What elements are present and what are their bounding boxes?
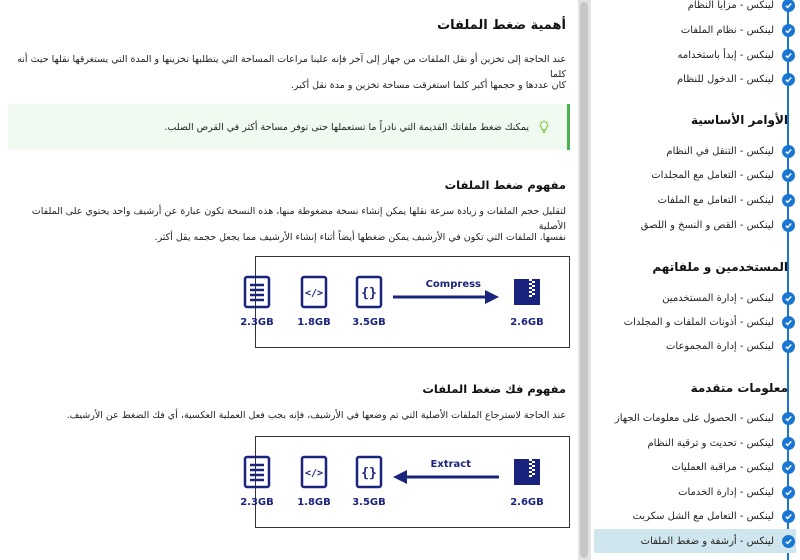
page-heading: أهمية ضغط الملفات [437, 18, 566, 33]
check-circle-icon [782, 437, 795, 450]
svg-text:</>: </> [304, 468, 324, 479]
compress-heading: مفهوم ضغط الملفات [444, 178, 566, 192]
sidebar-item-label: لينكس - التعامل مع المجلدات [651, 169, 774, 181]
sidebar-item-get-started[interactable] [590, 43, 800, 67]
intro-paragraph-line2: كان عددها و حجمها أكبر كلما استغرقت مساحة تخزين و مدة نقل أكبر. [290, 80, 566, 91]
check-circle-icon [782, 510, 795, 523]
sidebar-section-title: معلومات متقدمة [690, 381, 788, 395]
check-circle-icon [782, 49, 795, 62]
compress-paragraph-line2: نفسها. الملفات التي تكون في الأرشيف يمكن ضغطها أيضاً أثناء إنشاء الأرشيف مما يجعل حجمه يقل أكثر. [154, 232, 566, 243]
compress-arrow-label: Compress [425, 279, 481, 290]
sidebar-item-label: لينكس - أرشفة و ضغط الملفات [640, 535, 774, 547]
check-circle-icon [782, 194, 795, 207]
sidebar-item-groups[interactable] [590, 334, 800, 358]
scrollbar-thumb[interactable] [580, 2, 588, 558]
sidebar-item-process-monitoring[interactable] [590, 455, 800, 479]
file-size-1: 2.3GB [240, 317, 274, 328]
check-circle-icon [782, 0, 795, 12]
check-circle-icon [782, 340, 795, 353]
sidebar-item-label: لينكس - التنقل في النظام [666, 145, 774, 157]
sidebar-item-label: لينكس - إدارة المستخدمين [662, 292, 774, 304]
check-circle-icon [782, 316, 795, 329]
lightbulb-icon [537, 120, 551, 134]
file-size-1: 2.3GB [240, 497, 274, 508]
tip-box [8, 104, 570, 150]
check-circle-icon [782, 169, 795, 182]
svg-text:{}: {} [361, 286, 377, 301]
check-circle-icon [782, 24, 795, 37]
sidebar-item-label: لينكس - مزايا النظام [687, 0, 774, 11]
archive-size: 2.6GB [510, 317, 544, 328]
sidebar [590, 0, 800, 560]
check-circle-icon [782, 412, 795, 425]
compress-paragraph-line1: لتقليل حجم الملفات و زيادة سرعة نقلها يمكن إنشاء نسخة مضغوطة منها، هذه النسخة تكون عبارة عن أرشيف واحد يحتوي على الملفات الأصلية [31, 206, 566, 232]
file-size-2: 1.8GB [297, 497, 331, 508]
sidebar-item-label: لينكس - إبدأ باستخدامه [677, 49, 774, 61]
sidebar-item-user-management[interactable] [590, 286, 800, 310]
sidebar-item-system-features[interactable] [590, 0, 800, 17]
sidebar-section-title: الأوامر الأساسية [690, 113, 788, 127]
sidebar-item-device-info[interactable] [590, 406, 800, 430]
sidebar-item-login[interactable] [590, 67, 800, 91]
main-scrollbar[interactable] [578, 0, 590, 560]
check-circle-icon [782, 145, 795, 158]
sidebar-item-folders[interactable] [590, 163, 800, 187]
check-circle-icon [782, 73, 795, 86]
extract-heading: مفهوم فك ضغط الملفات [422, 382, 566, 396]
sidebar-item-label: لينكس - أذونات الملفات و المجلدات [623, 316, 774, 328]
sidebar-item-label: لينكس - التعامل مع الملفات [657, 194, 774, 206]
sidebar-section-title: المستخدمين و ملفاتهم [652, 260, 788, 274]
sidebar-item-file-system[interactable] [590, 18, 800, 42]
check-circle-icon [782, 461, 795, 474]
file-size-3: 3.5GB [352, 497, 386, 508]
check-circle-icon [782, 292, 795, 305]
sidebar-item-permissions[interactable] [590, 310, 800, 334]
arrow-right-icon [391, 289, 501, 305]
compress-diagram [240, 256, 570, 348]
sidebar-item-label: لينكس - إدارة المجموعات [665, 340, 774, 352]
file-size-2: 1.8GB [297, 317, 331, 328]
code-file-icon [294, 275, 334, 309]
sidebar-item-services[interactable] [590, 480, 800, 504]
sidebar-item-label: لينكس - إدارة الخدمات [678, 486, 774, 498]
sidebar-item-label: لينكس - القص و النسخ و اللصق [640, 219, 774, 231]
sidebar-item-cut-copy-paste[interactable] [590, 213, 800, 237]
sidebar-item-archive-compress[interactable] [594, 529, 796, 553]
sidebar-item-label: لينكس - التعامل مع الشل سكربت [632, 510, 774, 522]
sidebar-item-files[interactable] [590, 188, 800, 212]
check-circle-icon [782, 535, 795, 548]
sidebar-item-label: لينكس - الحصول على معلومات الجهاز [614, 412, 774, 424]
document-file-icon [237, 275, 277, 309]
archive-icon [507, 275, 547, 309]
sidebar-item-update-system[interactable] [590, 431, 800, 455]
sidebar-item-label: لينكس - نظام الملفات [680, 24, 774, 36]
extract-arrow-label: Extract [430, 459, 471, 470]
sidebar-item-label: لينكس - الدخول للنظام [676, 73, 774, 85]
svg-text:</>: </> [304, 288, 324, 299]
check-circle-icon [782, 486, 795, 499]
sidebar-item-label: لينكس - تحديث و ترقية النظام [647, 437, 774, 449]
document-file-icon [237, 455, 277, 489]
sidebar-item-navigation[interactable] [590, 139, 800, 163]
code-braces-file-icon [349, 275, 389, 309]
extract-paragraph-line1: عند الحاجة لاسترجاع الملفات الأصلية التي تم وضعها في الأرشيف، فإنه يجب فعل العملية العكسية، أي فك الضغط عن الأرشيف. [66, 410, 566, 421]
svg-text:{}: {} [361, 466, 377, 481]
archive-size: 2.6GB [510, 497, 544, 508]
archive-icon [507, 455, 547, 489]
code-file-icon [294, 455, 334, 489]
check-circle-icon [782, 219, 795, 232]
arrow-left-icon [391, 469, 501, 485]
sidebar-item-shell-script[interactable] [590, 504, 800, 528]
sidebar-item-label: لينكس - مراقبة العمليات [671, 461, 774, 473]
file-size-3: 3.5GB [352, 317, 386, 328]
tip-text: يمكنك ضغط ملفاتك القديمة التي نادراً ما تستعملها حتى توفر مساحة أكثر في القرص الصلب. [164, 121, 529, 133]
extract-diagram [240, 436, 570, 528]
code-braces-file-icon [349, 455, 389, 489]
intro-paragraph-line1: عند الحاجة إلى تخزين أو نقل الملفات من جهاز إلى آخر فإنه علينا مراعات المساحة التي يتطلبها تخزينها و المدة التي يستغرقها نقلها حيث أنه كلما [17, 54, 566, 80]
